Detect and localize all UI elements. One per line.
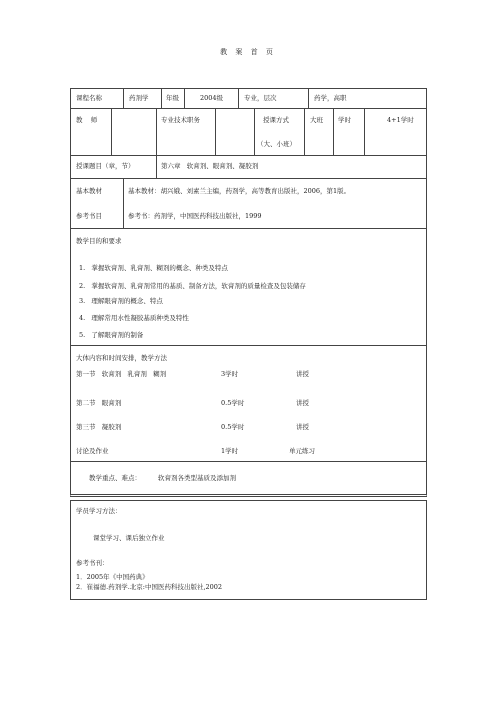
grade-label-cell — [161, 88, 185, 109]
goal-item: 5. 了解眼膏剂的制备 — [79, 331, 144, 339]
grade-label: 年级 — [166, 94, 179, 102]
title-label-cell — [156, 108, 216, 156]
teacher-label: 教 师 — [76, 116, 98, 124]
schedule-section: 第一节 软膏剂 乳膏剂 糊剂 — [76, 370, 167, 378]
topic-label-cell — [70, 155, 157, 179]
goal-item: 4. 理解常用水性凝胶基质种类及特性 — [79, 314, 189, 322]
key-points-value: 软膏剂各类型基质及添加剂 — [158, 474, 236, 482]
key-points-cell — [70, 461, 427, 497]
method-hint: （大、小班） — [257, 140, 296, 148]
grade-cell — [184, 88, 239, 109]
hours-label: 学时 — [338, 116, 351, 124]
reference: 参考书：药剂学，中国医药科技出版社，1999 — [128, 212, 262, 220]
schedule-section: 第三节 凝胶剂 — [76, 423, 122, 431]
method-label-cell — [254, 108, 305, 156]
course-name: 药剂学 — [129, 94, 149, 102]
method-value-cell — [304, 108, 334, 156]
major-label: 专业，层次 — [244, 94, 277, 102]
topic-value: 第六章 软膏剂、眼膏剂、凝胶剂 — [161, 162, 259, 170]
study-value: 课堂学习、课后独立作业 — [93, 534, 165, 542]
ref-item: 1．2005年《中国药典》 — [76, 573, 149, 581]
refs-heading: 参考书刊： — [76, 559, 109, 567]
goal-item: 2. 掌握软膏剂、乳膏剂常用的基质、制备方法，软膏剂的质量检查及包装储存 — [79, 282, 306, 290]
textbook-label: 基本教材 — [76, 187, 102, 195]
hours-label-cell — [333, 108, 365, 156]
schedule-method: 讲授 — [296, 399, 309, 407]
method-value: 大班 — [310, 116, 323, 124]
grade: 2004级 — [200, 94, 224, 102]
goals-heading: 教学目的和要求 — [76, 237, 122, 245]
key-points-label: 教学重点、难点： — [89, 474, 141, 482]
topic-cell — [156, 155, 427, 179]
major: 药学，高职 — [314, 94, 347, 102]
textbook: 基本教材：胡兴娥、刘素兰主编，药剂学，高等教育出版社，2006，第1版。 — [128, 187, 351, 195]
major-cell — [308, 88, 427, 109]
schedule-hours: 1学时 — [221, 447, 239, 455]
hours-cell — [364, 108, 427, 156]
method-label: 授课方式 — [263, 116, 289, 124]
course-name-cell — [123, 88, 162, 109]
reference-label: 参考书目 — [76, 212, 102, 220]
ref-item: 2．崔福德.药剂学.北京:中国医药科技出版社,2002 — [76, 583, 223, 591]
schedule-method: 讲授 — [296, 423, 309, 431]
teacher-label-cell — [70, 108, 112, 156]
goals-cell — [70, 228, 427, 346]
hours: 4+1学时 — [387, 116, 414, 124]
schedule-hours: 0.5学时 — [221, 399, 245, 407]
course-name-label-cell — [70, 88, 124, 109]
goal-item: 3. 理解眼膏剂的概念、特点 — [79, 297, 163, 305]
materials-label-cell — [70, 178, 124, 229]
goal-item: 1. 掌握软膏剂、乳膏剂、糊剂的概念、种类及特点 — [79, 264, 228, 272]
title-label: 专业技术职务 — [161, 116, 200, 124]
title-value-cell — [215, 108, 255, 156]
page-title: 教 案 首 页 — [220, 48, 276, 56]
materials-cell — [123, 178, 427, 229]
schedule-cell — [70, 345, 427, 462]
teacher-value-cell — [111, 108, 157, 156]
schedule-heading: 大体内容和时间安排，教学方法 — [76, 354, 167, 362]
schedule-section: 讨论及作业 — [76, 447, 109, 455]
study-cell — [70, 500, 427, 600]
course-name-label: 课程名称 — [76, 94, 102, 102]
study-heading: 学员学习方法： — [76, 507, 122, 515]
schedule-method: 讲授 — [296, 370, 309, 378]
schedule-section: 第二节 眼膏剂 — [76, 399, 122, 407]
schedule-method: 单元练习 — [289, 447, 315, 455]
topic-label: 授课题目（章，节） — [76, 162, 135, 170]
major-label-cell — [238, 88, 309, 109]
schedule-hours: 3学时 — [221, 370, 239, 378]
schedule-hours: 0.5学时 — [221, 423, 245, 431]
